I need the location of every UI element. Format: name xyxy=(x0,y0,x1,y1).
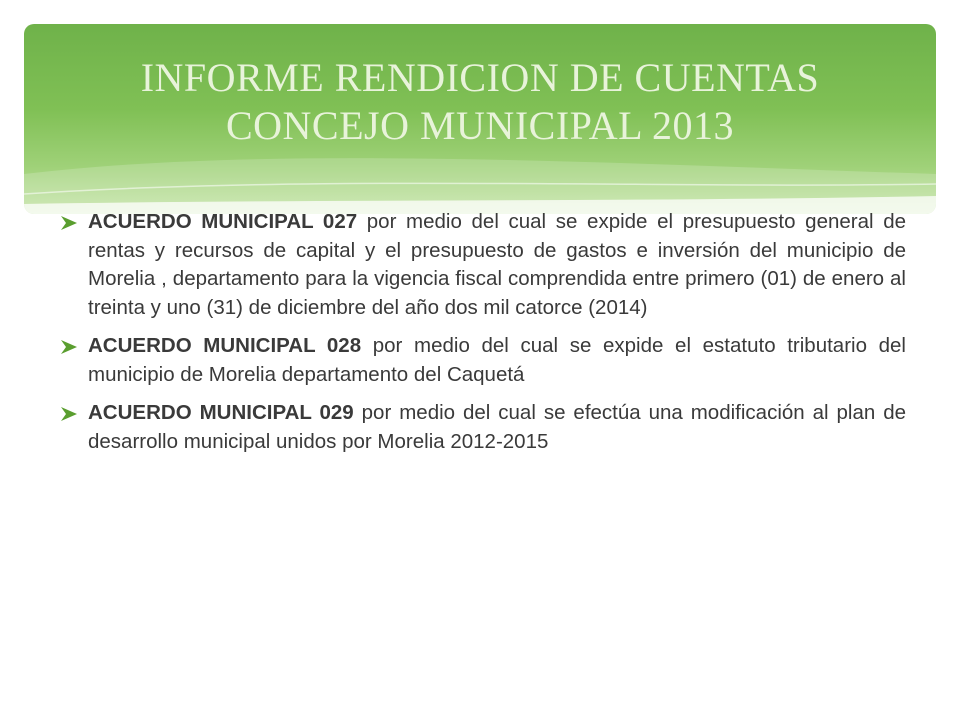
agreement-label: ACUERDO MUNICIPAL 027 xyxy=(88,210,358,233)
agreement-label: ACUERDO MUNICIPAL 028 xyxy=(88,334,362,357)
title-line-1: INFORME RENDICION DE CUENTAS xyxy=(140,55,820,100)
list-item xyxy=(60,208,906,322)
title-line-2: CONCEJO MUNICIPAL 2013 xyxy=(225,103,735,148)
agreement-text: por medio del cual se expide el presupuesto general de rentas y recursos de capital y el presupuesto de gastos e inversión del municipio de Morelia , departamento para la vigencia fiscal comprendida entre primero (01) de enero al treinta y uno (31) de diciembre del año dos mil catorce (2014) xyxy=(88,210,906,319)
title-banner xyxy=(24,24,936,214)
arrow-bullet-icon xyxy=(60,339,78,355)
arrow-bullet-icon xyxy=(60,215,78,231)
list-item xyxy=(60,399,906,456)
agreement-text: por medio del cual se expide el estatuto tributario del municipio de Morelia departamento del Caquetá xyxy=(88,334,906,386)
agreement-text: por medio del cual se efectúa una modificación al plan de desarrollo municipal unidos por Morelia 2012-2015 xyxy=(88,401,906,453)
agreement-label: ACUERDO MUNICIPAL 029 xyxy=(88,401,354,424)
bullet-list xyxy=(60,208,906,466)
page-title xyxy=(24,54,936,150)
arrow-bullet-icon xyxy=(60,406,78,422)
list-item xyxy=(60,332,906,389)
